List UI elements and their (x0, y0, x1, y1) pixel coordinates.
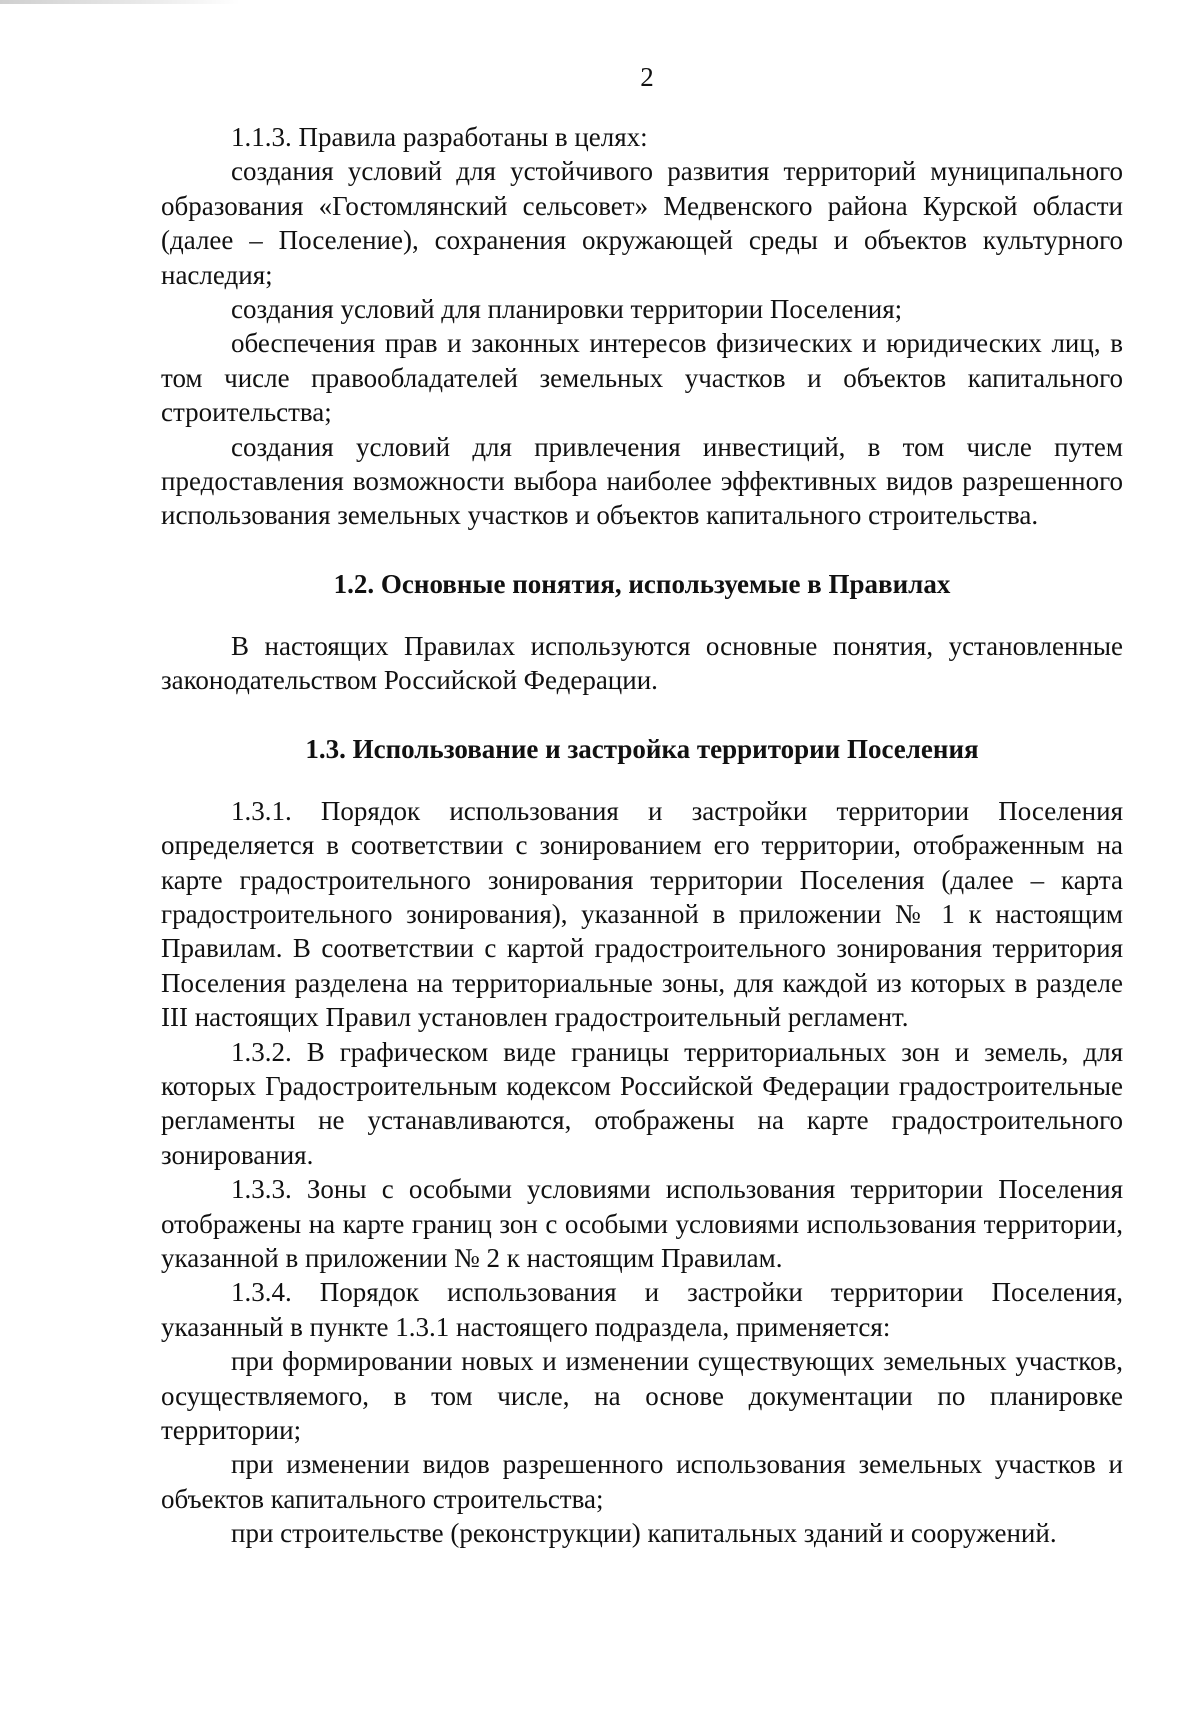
section-concepts (161, 629, 1123, 698)
paragraph: при формировании новых и изменении существующих земельных участков, осуществляемого, в том числе, на основе документации по планировке территории; (161, 1346, 1123, 1445)
section-heading: 1.2. Основные понятия, используемые в Правилах (333, 568, 951, 599)
paragraph: 1.3.3. Зоны с особыми условиями использования территории Поселения отображены на карте границ зон с особыми условиями использования территории, указанной в приложении № 2 к настоящим Правилам. (161, 1174, 1123, 1273)
paragraph: 1.3.2. В графическом виде границы территориальных зон и земель, для которых Градостроительным кодексом Российской Федерации градостроительные регламенты не устанавливаются, отображены на карте градостроительного зонирования. (161, 1036, 1123, 1170)
document-page (161, 62, 1123, 1551)
paragraph: 1.3.4. Порядок использования и застройки территории Поселения, указанный в пункте 1.3.1 настоящего подраздела, применяется: (161, 1277, 1123, 1342)
paragraph: создания условий для привлечения инвестиций, в том числе путем предоставления возможности выбора наиболее эффективных видов разрешенного использования земельных участков и объектов капитального строительства. (161, 431, 1123, 531)
section-goals (161, 120, 1123, 533)
paragraph: создания условий для планировки территории Поселения; (231, 294, 903, 325)
paragraph: при изменении видов разрешенного использования земельных участков и объектов капитального строительства; (161, 1449, 1123, 1514)
page-number: 2 (640, 62, 654, 92)
section-land-use (161, 794, 1123, 1551)
scan-edge (0, 0, 1200, 4)
section-heading: 1.3. Использование и застройка территории Поселения (305, 733, 979, 764)
paragraph: В настоящих Правилах используются основные понятия, установленные законодательством Российской Федерации. (161, 630, 1123, 696)
paragraph: обеспечения прав и законных интересов физических и юридических лиц, в том числе правообладателей земельных участков и объектов капитального строительства; (161, 328, 1123, 428)
paragraph: создания условий для устойчивого развития территорий муниципального образования «Гостомлянский сельсовет» Медвенского района Курской области (далее – Поселение), сохранения окружающей среды и объектов культурного наследия; (161, 156, 1123, 290)
paragraph: 1.1.3. Правила разработаны в целях: (231, 122, 648, 152)
paragraph: при строительстве (реконструкции) капитальных зданий и сооружений. (231, 1518, 1057, 1549)
paragraph: 1.3.1. Порядок использования и застройки территории Поселения определяется в соответствии с зонированием его территории, отображенным на карте градостроительного зонирования территории Поселения (далее – карта градостроительного зонирования), указанной в приложении № 1 к настоящим Правилам. В соответствии с картой градостроительного зонирования территория Поселения разделена на территориальные зоны, для каждой из которых в разделе III настоящих Правил установлен градостроительный регламент. (161, 795, 1123, 1033)
